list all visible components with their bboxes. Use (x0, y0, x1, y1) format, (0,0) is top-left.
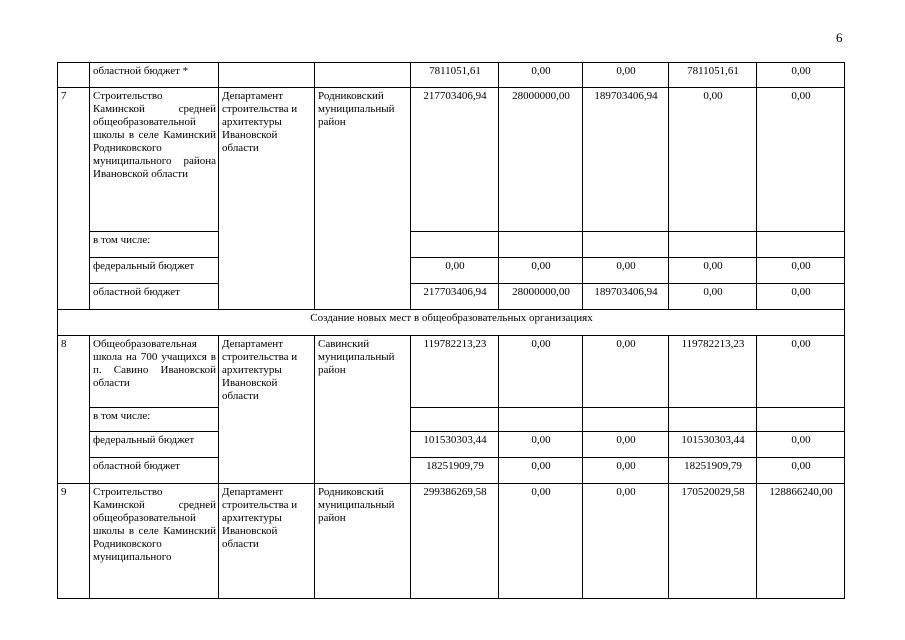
department-name: Департамент строительства и архитектуры Ивановской области (219, 484, 315, 599)
value-cell: 0,00 (583, 258, 669, 284)
value-cell: 18251909,79 (411, 458, 499, 484)
value-cell: 0,00 (669, 88, 757, 232)
district-name: Родниковский муниципальный район (315, 88, 411, 310)
row-label: федеральный бюджет (90, 432, 219, 458)
department-name: Департамент строительства и архитектуры Ивановской области (219, 88, 315, 310)
value-cell: 299386269,58 (411, 484, 499, 599)
value-cell: 217703406,94 (411, 88, 499, 232)
value-cell: 0,00 (583, 432, 669, 458)
table-row (58, 284, 845, 310)
value-cell: 189703406,94 (583, 284, 669, 310)
empty-cell (411, 408, 499, 432)
value-cell: 0,00 (669, 258, 757, 284)
empty-cell (411, 232, 499, 258)
value-cell: 170520029,58 (669, 484, 757, 599)
value-cell: 101530303,44 (411, 432, 499, 458)
value-cell: 0,00 (583, 336, 669, 408)
department-name: Департамент строительства и архитектуры Ивановской области (219, 336, 315, 484)
value-cell: 0,00 (757, 88, 845, 232)
value-cell: 101530303,44 (669, 432, 757, 458)
value-cell: 217703406,94 (411, 284, 499, 310)
item-number: 9 (58, 484, 90, 599)
table-row (58, 484, 845, 599)
value-cell: 0,00 (757, 63, 845, 88)
value-cell: 0,00 (411, 258, 499, 284)
value-cell: 28000000,00 (499, 284, 583, 310)
value-cell: 0,00 (757, 432, 845, 458)
table-row (58, 408, 845, 432)
object-name: Строительство Каминской средней общеобразовательной школы в селе Каминский Родниковского муниципального района Ивановской области (90, 88, 219, 232)
budget-table (57, 62, 845, 599)
row-label: областной бюджет (90, 458, 219, 484)
value-cell: 0,00 (757, 336, 845, 408)
value-cell: 0,00 (757, 258, 845, 284)
value-cell: 7811051,61 (669, 63, 757, 88)
value-cell: 0,00 (583, 458, 669, 484)
including-label: в том числе: (90, 408, 219, 432)
row-label: областной бюджет (90, 284, 219, 310)
item-number: 8 (58, 336, 90, 484)
value-cell: 0,00 (669, 284, 757, 310)
value-cell: 0,00 (499, 458, 583, 484)
table-row (58, 458, 845, 484)
value-cell: 0,00 (499, 63, 583, 88)
value-cell: 0,00 (757, 458, 845, 484)
value-cell: 0,00 (757, 284, 845, 310)
empty-cell (669, 232, 757, 258)
value-cell: 0,00 (499, 432, 583, 458)
value-cell: 7811051,61 (411, 63, 499, 88)
district-name: Родниковский муниципальный район (315, 484, 411, 599)
row-label: областной бюджет * (90, 63, 219, 88)
value-cell: 18251909,79 (669, 458, 757, 484)
table-row (58, 336, 845, 408)
empty-cell (669, 408, 757, 432)
value-cell: 0,00 (499, 258, 583, 284)
row-number-cell (58, 63, 90, 88)
empty-cell (499, 408, 583, 432)
table-row (58, 432, 845, 458)
empty-cell (583, 232, 669, 258)
section-heading: Создание новых мест в общеобразовательных организациях (58, 310, 845, 336)
page-number: 6 (836, 30, 843, 45)
value-cell: 28000000,00 (499, 88, 583, 232)
table-row (58, 63, 845, 88)
empty-cell (499, 232, 583, 258)
value-cell: 0,00 (499, 484, 583, 599)
item-number: 7 (58, 88, 90, 310)
empty-cell (583, 408, 669, 432)
empty-cell (757, 232, 845, 258)
including-label: в том числе: (90, 232, 219, 258)
row-label: федеральный бюджет (90, 258, 219, 284)
district-name: Савинский муниципальный район (315, 336, 411, 484)
department-cell (219, 63, 315, 88)
table-row (58, 232, 845, 258)
value-cell: 0,00 (583, 484, 669, 599)
empty-cell (757, 408, 845, 432)
value-cell: 0,00 (499, 336, 583, 408)
object-name: Строительство Каминской средней общеобразовательной школы в селе Каминский Родниковского муниципального (90, 484, 219, 599)
value-cell: 189703406,94 (583, 88, 669, 232)
table-row (58, 88, 845, 232)
table-row (58, 310, 845, 336)
table-row (58, 258, 845, 284)
value-cell: 128866240,00 (757, 484, 845, 599)
value-cell: 119782213,23 (411, 336, 499, 408)
district-cell (315, 63, 411, 88)
value-cell: 119782213,23 (669, 336, 757, 408)
value-cell: 0,00 (583, 63, 669, 88)
object-name: Общеобразовательная школа на 700 учащихся в п. Савино Ивановской области (90, 336, 219, 408)
